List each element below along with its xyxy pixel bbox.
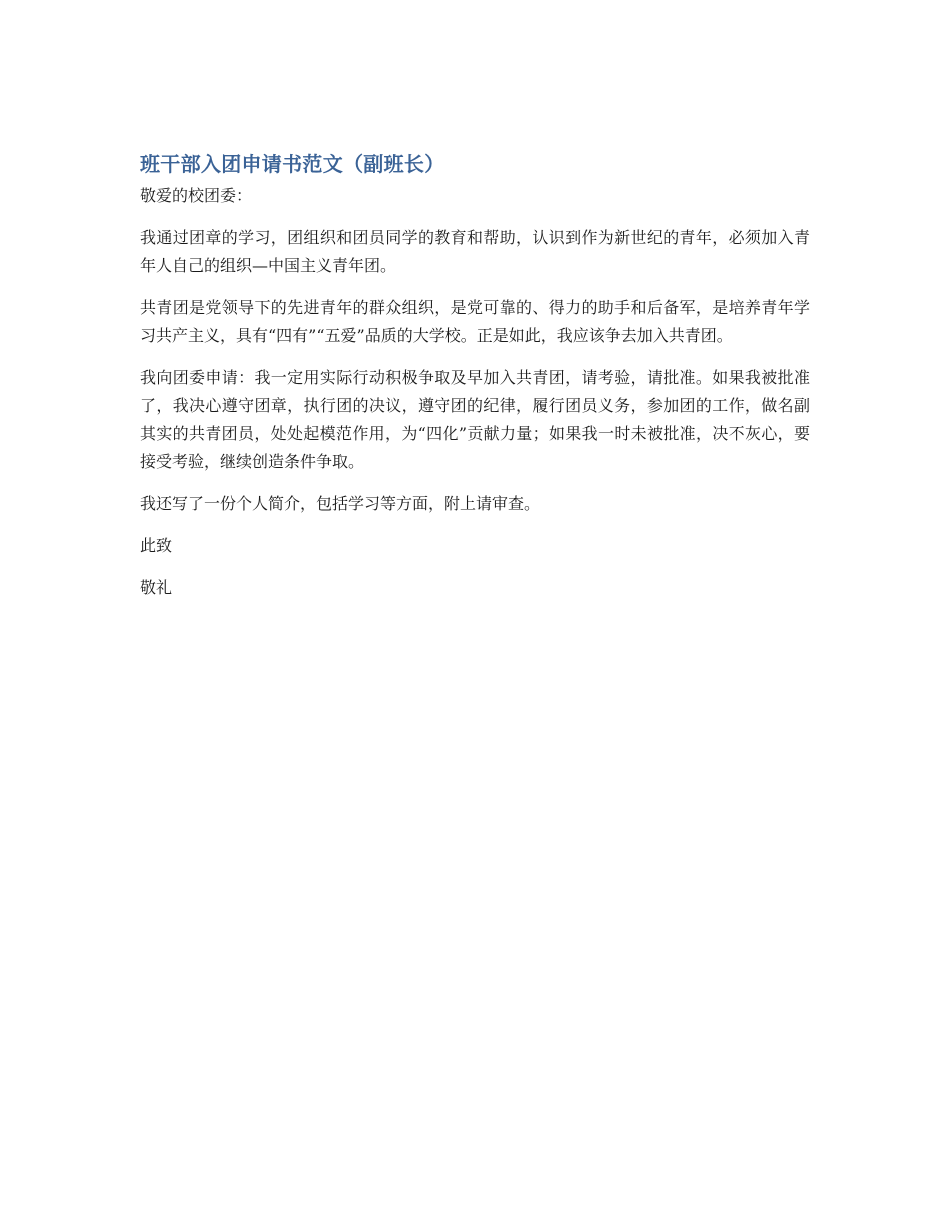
- salutation: 敬爱的校团委：: [140, 186, 253, 205]
- document-page: [140, 148, 810, 616]
- body-paragraph-3: 我向团委申请：我一定用实际行动积极争取及早加入共青团，请考验，请批准。如果我被批准了，我决心遵守团章，执行团的决议，遵守团的纪律，履行团员义务，参加团的工作，做名副其实的共青团员，处处起模范作用，为“四化”贡献力量；如果我一时未被批准，决不灰心，要接受考验，继续创造条件争取。: [140, 368, 810, 471]
- body-paragraph-1: 我通过团章的学习，团组织和团员同学的教育和帮助，认识到作为新世纪的青年，必须加入青年人自己的组织—中国主义青年团。: [140, 228, 810, 275]
- document-title: 班干部入团申请书范文（副班长）: [140, 152, 445, 176]
- closing-line-1: 此致: [140, 536, 173, 555]
- closing-line-2: 敬礼: [140, 578, 173, 597]
- body-paragraph-2: 共青团是党领导下的先进青年的群众组织，是党可靠的、得力的助手和后备军，是培养青年学习共产主义，具有“四有”“五爱”品质的大学校。正是如此，我应该争去加入共青团。: [140, 298, 810, 345]
- body-paragraph-4: 我还写了一份个人简介，包括学习等方面，附上请审查。: [140, 494, 541, 513]
